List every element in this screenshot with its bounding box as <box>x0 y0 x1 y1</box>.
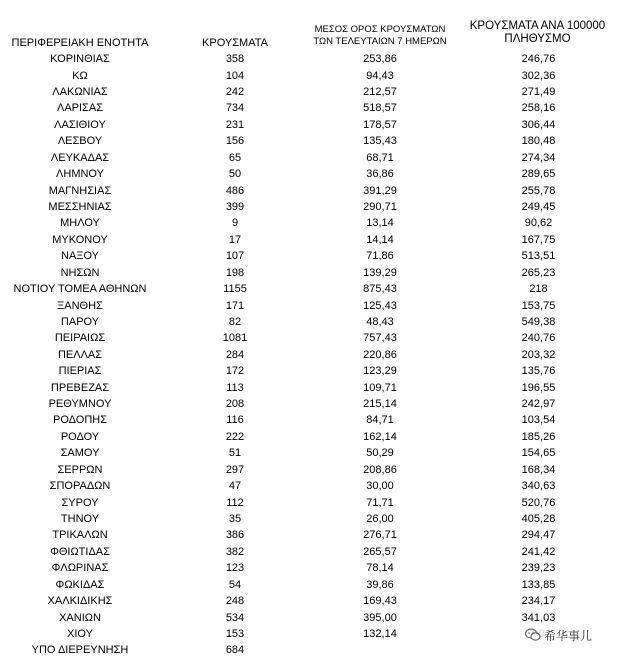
avg7-cell: 139,29 <box>363 266 397 279</box>
cases-cell: 208 <box>225 398 245 411</box>
region-cell: ΠΕΛΛΑΣ <box>57 348 103 361</box>
region-cell: ΠΙΕΡΙΑΣ <box>58 365 102 378</box>
per100k-cell: 306,44 <box>521 118 556 131</box>
cases-cell: 231 <box>225 118 245 131</box>
avg7-cell: 518,57 <box>363 102 397 115</box>
spacer-cell <box>280 462 300 478</box>
region-cell: ΛΑΡΙΣΑΣ <box>56 102 103 115</box>
region-cell: ΡΕΘΥΜΝΟΥ <box>48 398 112 411</box>
table-row <box>0 182 617 198</box>
spacer-cell <box>280 445 300 461</box>
table-row <box>0 379 617 395</box>
avg7-cell: 84,71 <box>366 414 394 427</box>
table-row <box>0 445 617 461</box>
region-cell: ΛΑΣΙΘΙΟΥ <box>54 118 106 131</box>
spacer-cell <box>160 478 190 494</box>
avg7-cell: 135,43 <box>363 135 397 148</box>
cases-cell: 82 <box>228 315 242 328</box>
cases-cell: 171 <box>225 299 245 312</box>
avg7-cell: 253,86 <box>363 53 397 66</box>
spacer-cell <box>160 182 190 198</box>
spacer-cell <box>160 166 190 182</box>
per100k-cell: 274,34 <box>521 151 556 164</box>
avg7-cell: 26,00 <box>366 513 394 526</box>
table-row <box>0 133 617 149</box>
spacer-cell <box>160 199 190 215</box>
avg7-cell: 265,57 <box>363 545 397 558</box>
watermark-text: 希华事儿 <box>544 628 593 643</box>
per100k-cell: 302,36 <box>521 69 556 82</box>
per100k-cell: 180,48 <box>521 135 556 148</box>
cases-cell: 534 <box>225 611 245 624</box>
per100k-cell: 234,17 <box>521 595 556 608</box>
header-avg-line1: ΜΕΣΟΣ ΟΡΟΣ ΚΡΟΥΣΜΑΤΩΝ <box>314 24 446 35</box>
cases-cell: 54 <box>228 578 242 591</box>
spacer-cell <box>280 281 300 297</box>
cases-cell: 198 <box>225 266 245 279</box>
spacer-cell <box>280 117 300 133</box>
per100k-cell: 239,23 <box>521 562 556 575</box>
per100k-cell: 289,65 <box>521 168 556 181</box>
spacer-cell <box>280 593 300 609</box>
cases-cell: 284 <box>225 348 245 361</box>
spacer-cell <box>160 429 190 445</box>
table-row <box>0 232 617 248</box>
table-row <box>0 281 617 297</box>
region-cell: ΡΟΔΟΥ <box>60 430 100 443</box>
spacer-cell <box>280 232 300 248</box>
table-row <box>0 199 617 215</box>
avg7-cell: 391,29 <box>363 184 397 197</box>
region-cell: ΛΕΣΒΟΥ <box>57 135 103 148</box>
header-region: ΠΕΡΙΦΕΡΕΙΑΚΗ ΕΝΟΤΗΤΑ <box>11 37 149 49</box>
spacer-cell <box>160 150 190 166</box>
cases-cell: 222 <box>225 430 245 443</box>
spacer-cell <box>280 494 300 510</box>
spacer-cell <box>280 199 300 215</box>
header-per100k-line1: ΚΡΟΥΣΜΑΤΑ ΑΝΑ 100000 <box>469 20 606 32</box>
cases-cell: 156 <box>225 135 245 148</box>
cases-cell: 9 <box>231 217 239 230</box>
header-cases: ΚΡΟΥΣΜΑΤΑ <box>202 37 268 49</box>
avg7-cell: 123,29 <box>363 365 397 378</box>
header-per100k-line2: ΠΛΗΘΥΣΜΟ <box>504 33 571 45</box>
cases-cell: 113 <box>226 381 244 394</box>
per100k-cell: 265,23 <box>521 266 556 279</box>
table-row <box>0 248 617 264</box>
avg7-cell: 125,43 <box>363 299 397 312</box>
per100k-cell: 196,55 <box>521 381 556 394</box>
table-row <box>0 642 617 658</box>
cases-cell: 104 <box>225 69 245 82</box>
per100k-cell: 185,26 <box>521 430 556 443</box>
region-cell: ΧΑΛΚΙΔΙΚΗΣ <box>47 595 113 608</box>
table-row <box>0 67 617 83</box>
table-row <box>0 544 617 560</box>
cases-cell: 153 <box>225 627 245 640</box>
wechat-icon <box>525 628 541 642</box>
spacer-cell <box>160 264 190 280</box>
spacer-cell <box>160 642 190 658</box>
per100k-cell: 258,16 <box>521 102 556 115</box>
region-cell: ΛΕΥΚΑΔΑΣ <box>50 151 110 164</box>
region-cell: ΚΟΡΙΝΘΙΑΣ <box>50 53 110 66</box>
spacer-cell <box>160 412 190 428</box>
region-cell: ΜΑΓΝΗΣΙΑΣ <box>48 184 112 197</box>
cases-cell: 358 <box>225 53 245 66</box>
spacer-cell <box>280 51 300 67</box>
avg7-cell: 132,14 <box>363 627 397 640</box>
spacer-cell <box>280 560 300 576</box>
spacer-cell <box>160 281 190 297</box>
region-cell: ΦΘΙΩΤΙΔΑΣ <box>50 545 110 558</box>
region-cell: ΤΡΙΚΑΛΩΝ <box>52 529 108 542</box>
per100k-cell: 203,32 <box>521 348 556 361</box>
region-cell: ΤΗΝΟΥ <box>60 513 100 526</box>
spacer-cell <box>280 429 300 445</box>
spacer-cell <box>160 396 190 412</box>
per100k-cell: 135,76 <box>521 365 556 378</box>
spacer-cell <box>280 297 300 313</box>
region-cell: ΠΡΕΒΕΖΑΣ <box>50 381 110 394</box>
header-avg-line2: ΤΩΝ ΤΕΛΕΥΤΑΙΩΝ 7 ΗΜΕΡΩΝ <box>313 36 447 47</box>
avg7-cell: 162,14 <box>363 430 397 443</box>
per100k-cell: 340,63 <box>521 480 556 493</box>
cases-cell: 172 <box>225 365 245 378</box>
table-row <box>0 297 617 313</box>
spacer-cell <box>280 363 300 379</box>
region-cell: ΦΩΚΙΔΑΣ <box>55 578 105 591</box>
region-cell: ΜΗΛΟΥ <box>60 217 100 230</box>
per100k-cell: 133,85 <box>521 578 556 591</box>
cases-cell: 248 <box>225 595 245 608</box>
spacer-cell <box>160 445 190 461</box>
per100k-cell: 168,34 <box>521 463 556 476</box>
region-cell: ΛΗΜΝΟΥ <box>56 168 104 181</box>
cases-cell: 65 <box>228 151 242 164</box>
region-cell: ΥΠΟ ΔΙΕΡΕΥΝΗΣΗ <box>31 644 129 657</box>
spacer-cell <box>280 248 300 264</box>
region-cell: ΣΠΟΡΑΔΩΝ <box>49 480 111 493</box>
cases-cell: 51 <box>228 447 242 460</box>
cases-cell: 116 <box>226 414 244 427</box>
spacer-cell <box>280 166 300 182</box>
per100k-cell <box>460 642 617 658</box>
per100k-cell: 154,65 <box>521 447 556 460</box>
spacer-cell <box>280 264 300 280</box>
spacer-cell <box>280 577 300 593</box>
per100k-cell: 341,03 <box>521 611 556 624</box>
table-row <box>0 363 617 379</box>
avg7-cell: 50,29 <box>366 447 394 460</box>
avg7-cell: 48,43 <box>366 315 394 328</box>
region-cell: ΦΛΩΡΙΝΑΣ <box>51 562 109 575</box>
spacer-cell <box>160 593 190 609</box>
table-row <box>0 314 617 330</box>
table-row <box>0 511 617 527</box>
cases-cell: 35 <box>228 513 242 526</box>
table-row <box>0 150 617 166</box>
table-row <box>0 51 617 67</box>
spacer-cell <box>160 51 190 67</box>
spacer-cell <box>160 215 190 231</box>
table-row <box>0 494 617 510</box>
region-cell: ΣΥΡΟΥ <box>61 496 99 509</box>
cases-cell: 107 <box>225 250 245 263</box>
avg7-cell: 395,00 <box>363 611 397 624</box>
table-row <box>0 215 617 231</box>
table-row <box>0 166 617 182</box>
spacer-cell <box>280 347 300 363</box>
spacer-cell <box>160 232 190 248</box>
region-cell: ΣΑΜΟΥ <box>60 447 100 460</box>
avg7-cell: 13,14 <box>366 217 394 230</box>
per100k-cell: 294,47 <box>521 529 556 542</box>
spacer-cell <box>280 412 300 428</box>
spacer-cell <box>160 347 190 363</box>
spacer-cell <box>160 297 190 313</box>
spacer-cell <box>280 133 300 149</box>
spacer-cell <box>280 67 300 83</box>
spacer-cell <box>160 314 190 330</box>
cases-cell: 242 <box>225 86 245 99</box>
avg7-cell: 94,43 <box>366 69 394 82</box>
avg7-cell: 36,86 <box>366 168 394 181</box>
avg7-cell: 169,43 <box>363 595 397 608</box>
avg7-cell: 109,71 <box>363 381 397 394</box>
spacer-cell <box>280 609 300 625</box>
avg7-cell: 178,57 <box>363 118 397 131</box>
header-per-100k <box>460 20 615 46</box>
spacer-cell <box>160 84 190 100</box>
header-avg-7-days <box>300 24 460 48</box>
avg7-cell: 220,86 <box>363 348 397 361</box>
avg7-cell: 78,14 <box>366 562 394 575</box>
per100k-cell: 513,51 <box>521 250 556 263</box>
cases-cell: 684 <box>225 644 245 657</box>
avg7-cell: 212,57 <box>363 86 397 99</box>
table-row <box>0 527 617 543</box>
spacer-cell <box>160 462 190 478</box>
avg7-cell: 875,43 <box>363 283 397 296</box>
spacer-cell <box>280 527 300 543</box>
avg7-cell: 276,71 <box>363 529 397 542</box>
spacer-cell <box>280 544 300 560</box>
spacer-cell <box>160 511 190 527</box>
table-row <box>0 84 617 100</box>
spacer-cell <box>280 379 300 395</box>
region-cell: ΜΥΚΟΝΟΥ <box>52 233 108 246</box>
table-row <box>0 593 617 609</box>
avg7-cell: 208,86 <box>363 463 397 476</box>
cases-table <box>0 51 617 659</box>
spacer-cell <box>160 626 190 642</box>
table-row <box>0 577 617 593</box>
avg7-cell: 71,71 <box>366 496 394 509</box>
per100k-cell: 103,54 <box>521 414 556 427</box>
spacer-cell <box>280 314 300 330</box>
avg7-cell: 68,71 <box>366 151 394 164</box>
table-row <box>0 100 617 116</box>
per100k-cell: 405,28 <box>521 513 556 526</box>
per100k-cell: 242,97 <box>521 398 556 411</box>
spacer-cell <box>160 117 190 133</box>
cases-cell: 399 <box>225 201 245 213</box>
spacer-cell <box>280 511 300 527</box>
per100k-cell: 240,76 <box>521 332 556 345</box>
per100k-cell: 255,78 <box>521 184 556 197</box>
cases-cell: 50 <box>228 168 242 181</box>
per100k-cell: 218 <box>529 283 548 296</box>
table-row <box>0 264 617 280</box>
cases-cell: 386 <box>225 529 245 542</box>
avg7-cell: 215,14 <box>363 398 397 411</box>
region-cell: ΝΗΣΩΝ <box>60 266 100 279</box>
avg7-cell: 30,00 <box>366 480 394 493</box>
cases-cell: 382 <box>225 545 245 558</box>
region-cell: ΛΑΚΩΝΙΑΣ <box>52 86 108 99</box>
spacer-cell <box>280 626 300 642</box>
region-cell: ΠΑΡΟΥ <box>60 315 100 328</box>
table-row <box>0 396 617 412</box>
region-cell: ΝΟΤΙΟΥ ΤΟΜΕΑ ΑΘΗΝΩΝ <box>13 283 147 296</box>
cases-cell: 112 <box>226 496 244 509</box>
cases-cell: 297 <box>225 463 245 476</box>
avg7-cell: 14,14 <box>366 233 394 246</box>
spacer-cell <box>160 363 190 379</box>
spacer-cell <box>280 150 300 166</box>
cases-cell: 47 <box>228 480 242 493</box>
region-cell: ΠΕΙΡΑΙΩΣ <box>54 332 106 345</box>
region-cell: ΝΑΞΟΥ <box>61 250 99 263</box>
per100k-cell: 249,45 <box>521 201 556 213</box>
spacer-cell <box>160 330 190 346</box>
spacer-cell <box>280 330 300 346</box>
region-cell: ΞΑΝΘΗΣ <box>57 299 103 312</box>
table-row <box>0 330 617 346</box>
cases-cell: 17 <box>228 233 242 246</box>
avg7-cell: 71,86 <box>366 250 394 263</box>
spacer-cell <box>160 494 190 510</box>
spacer-cell <box>280 396 300 412</box>
table-row <box>0 609 617 625</box>
per100k-cell: 90,62 <box>524 217 553 230</box>
spacer-cell <box>160 100 190 116</box>
per100k-cell: 167,75 <box>521 233 556 246</box>
spacer-cell <box>280 478 300 494</box>
per100k-cell: 153,75 <box>521 299 556 312</box>
region-cell: ΡΟΔΟΠΗΣ <box>52 414 108 427</box>
region-cell: ΚΩ <box>72 69 88 82</box>
avg7-cell: 290,71 <box>363 201 397 213</box>
region-cell: ΧΙΟΥ <box>67 627 93 640</box>
table-row <box>0 347 617 363</box>
spacer-cell <box>280 182 300 198</box>
spacer-cell <box>160 248 190 264</box>
table-row <box>0 429 617 445</box>
spacer-cell <box>280 84 300 100</box>
avg7-cell: 757,43 <box>363 332 397 345</box>
cases-cell: 734 <box>225 102 245 115</box>
per100k-cell: 271,49 <box>521 86 556 99</box>
spacer-cell <box>160 577 190 593</box>
avg7-cell: 39,86 <box>366 578 394 591</box>
wechat-watermark <box>523 626 594 644</box>
avg7-cell <box>300 642 460 658</box>
cases-cell: 1081 <box>222 332 248 345</box>
table-row <box>0 412 617 428</box>
region-cell: ΜΕΣΣΗΝΙΑΣ <box>48 201 112 213</box>
spacer-cell <box>160 133 190 149</box>
spacer-cell <box>160 544 190 560</box>
per100k-cell: 520,76 <box>521 496 556 509</box>
spacer-cell <box>280 100 300 116</box>
per100k-cell: 246,76 <box>521 53 556 66</box>
region-cell: ΧΑΝΙΩΝ <box>59 611 101 624</box>
cases-cell: 1155 <box>223 283 247 296</box>
per100k-cell: 549,38 <box>521 315 556 328</box>
spacer-cell <box>160 609 190 625</box>
cases-cell: 123 <box>225 562 245 575</box>
region-cell: ΣΕΡΡΩΝ <box>57 463 103 476</box>
table-row <box>0 478 617 494</box>
spacer-cell <box>280 215 300 231</box>
cases-cell: 486 <box>225 184 245 197</box>
per100k-cell: 241,42 <box>521 545 556 558</box>
spacer-cell <box>160 560 190 576</box>
table-row <box>0 462 617 478</box>
spacer-cell <box>160 379 190 395</box>
table-row <box>0 117 617 133</box>
spacer-cell <box>280 642 300 658</box>
spacer-cell <box>160 67 190 83</box>
spacer-cell <box>160 527 190 543</box>
table-row <box>0 560 617 576</box>
